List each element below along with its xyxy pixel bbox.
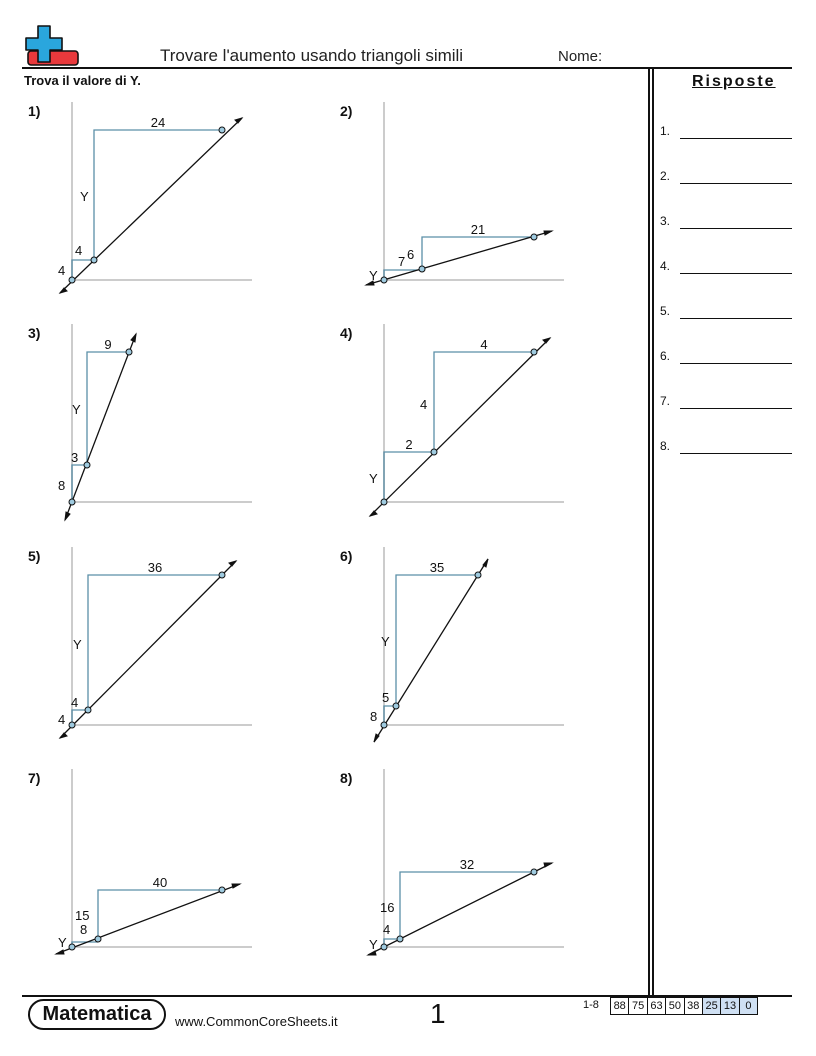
answer-number: 2. [660, 169, 671, 183]
left-side-label: Y [369, 268, 378, 283]
right-side-label: 4 [420, 397, 428, 412]
problem-number: 2) [340, 103, 353, 119]
right-side-label: 15 [75, 908, 90, 923]
problem-1 [24, 100, 324, 320]
score-cell: 63 [647, 998, 665, 1015]
score-cell: 0 [739, 998, 757, 1015]
header-rule [22, 67, 792, 69]
triangle-diagram [336, 545, 636, 765]
triangle-diagram [24, 767, 324, 987]
problem-number: 7) [28, 770, 41, 786]
triangle-diagram [336, 322, 636, 542]
answer-number: 7. [660, 394, 671, 408]
left-side-label: 8 [58, 478, 66, 493]
problem-6 [336, 545, 636, 765]
answer-number: 8. [660, 439, 671, 453]
name-label: Nome: [558, 48, 603, 65]
score-cell: 13 [721, 998, 739, 1015]
small-top-label: 8 [80, 922, 88, 937]
left-side-label: Y [369, 471, 378, 486]
top-side-label: 40 [152, 875, 168, 890]
score-cell: 38 [684, 998, 702, 1015]
small-top-label: 4 [71, 695, 79, 710]
triangle-diagram [336, 100, 636, 320]
problem-number: 5) [28, 548, 41, 564]
triangle-diagram [336, 767, 636, 987]
brand-badge: Matematica [28, 999, 166, 1030]
answer-line[interactable] [680, 138, 792, 139]
top-side-label: 21 [470, 222, 486, 237]
score-range: 1-8 [583, 999, 599, 1011]
top-side-label: 36 [147, 560, 163, 575]
problem-3 [24, 322, 324, 542]
answer-number: 4. [660, 259, 671, 273]
score-cell: 88 [611, 998, 629, 1015]
left-side-label: Y [369, 937, 378, 952]
top-side-label: 32 [459, 857, 475, 872]
left-side-label: Y [58, 935, 67, 950]
small-top-label: 4 [75, 243, 83, 258]
answer-line[interactable] [680, 453, 792, 454]
instructions: Trova il valore di Y. [24, 73, 141, 88]
column-divider-left [648, 67, 650, 995]
website-link[interactable]: www.CommonCoreSheets.it [175, 1014, 338, 1029]
column-divider-right [652, 67, 654, 995]
page-number: 1 [430, 998, 446, 1029]
answer-line[interactable] [680, 408, 792, 409]
left-side-label: 4 [58, 712, 66, 727]
problem-7 [24, 767, 324, 987]
answer-line[interactable] [680, 363, 792, 364]
top-side-label: 9 [104, 337, 112, 352]
answer-line[interactable] [680, 183, 792, 184]
top-side-label: 4 [480, 337, 488, 352]
problem-8 [336, 767, 636, 987]
problem-5 [24, 545, 324, 765]
answer-line[interactable] [680, 318, 792, 319]
problem-number: 4) [340, 325, 353, 341]
right-side-label: Y [381, 634, 390, 649]
worksheet-title: Trovare l'aumento usando triangoli simili [160, 46, 464, 65]
right-side-label: Y [72, 402, 81, 417]
answer-line[interactable] [680, 273, 792, 274]
triangle-diagram [24, 545, 324, 765]
small-top-label: 7 [398, 254, 406, 269]
left-side-label: 8 [370, 709, 378, 724]
small-top-label: 5 [382, 690, 390, 705]
logo-icon [22, 24, 80, 68]
problem-number: 1) [28, 103, 41, 119]
right-side-label: Y [73, 637, 82, 652]
score-table [610, 997, 758, 1015]
score-cell: 75 [629, 998, 647, 1015]
small-top-label: 3 [71, 450, 79, 465]
answers-title: Risposte [692, 73, 776, 90]
problem-number: 3) [28, 325, 41, 341]
left-side-label: 4 [58, 263, 66, 278]
triangle-diagram [24, 100, 324, 320]
right-side-label: 6 [407, 247, 415, 262]
answer-number: 3. [660, 214, 671, 228]
triangle-diagram [24, 322, 324, 542]
score-cell: 50 [666, 998, 684, 1015]
problem-number: 8) [340, 770, 353, 786]
answer-number: 6. [660, 349, 671, 363]
small-top-label: 4 [383, 922, 391, 937]
score-cell: 25 [702, 998, 720, 1015]
right-side-label: 16 [380, 900, 395, 915]
top-side-label: 24 [150, 115, 166, 130]
answer-number: 5. [660, 304, 671, 318]
top-side-label: 35 [429, 560, 445, 575]
small-top-label: 2 [405, 437, 413, 452]
problem-number: 6) [340, 548, 353, 564]
answer-line[interactable] [680, 228, 792, 229]
problem-2 [336, 100, 636, 320]
problem-4 [336, 322, 636, 542]
answer-number: 1. [660, 124, 671, 138]
right-side-label: Y [80, 189, 89, 204]
